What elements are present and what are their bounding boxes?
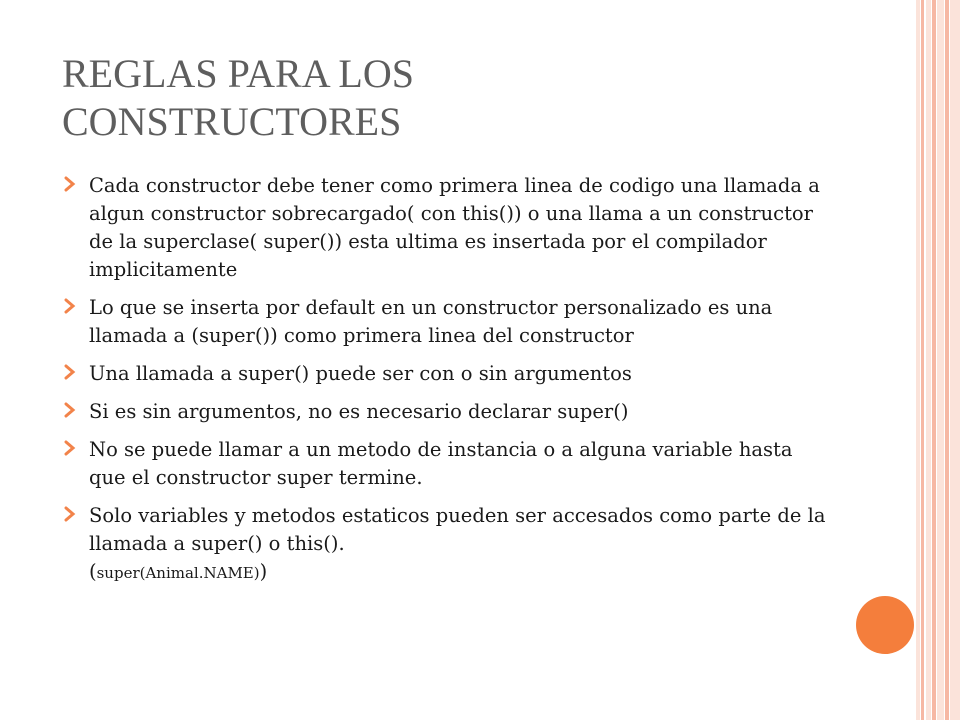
- bullet-item: [62, 360, 832, 388]
- slide-title-line: REGLAS PARA LOS: [62, 51, 414, 96]
- bullet-text: No se puede llamar a un metodo de instancia o a alguna variable hasta que el constructor super termine.: [89, 438, 793, 489]
- bullet-icon: [62, 402, 78, 418]
- bullet-item: [62, 502, 832, 587]
- bullet-item: [62, 172, 832, 284]
- decorative-stripe: [926, 0, 931, 720]
- bullet-text-main: Solo variables y metodos estaticos pueden ser accesados como parte de la llamada a super() o this().: [89, 504, 826, 555]
- bullet-extra-open: (: [89, 560, 97, 583]
- decorative-orange-circle: [856, 596, 914, 654]
- bullet-icon: [62, 298, 78, 314]
- decorative-stripe: [916, 0, 920, 720]
- bullet-item: [62, 398, 832, 426]
- bullet-icon: [62, 440, 78, 456]
- decorative-stripe: [945, 0, 949, 720]
- decorative-stripe: [950, 0, 960, 720]
- bullet-icon: [62, 506, 78, 522]
- code-reference: super(Animal.NAME): [96, 564, 260, 582]
- bullet-extra-close: ): [259, 560, 268, 583]
- decorative-stripe: [937, 0, 944, 720]
- bullet-text: Lo que se inserta por default en un constructor personalizado es una llamada a (super()) como primera linea del constructor: [89, 296, 773, 347]
- bullet-item: [62, 436, 832, 492]
- bullet-item: [62, 294, 832, 350]
- bullet-list: [62, 172, 832, 597]
- bullet-text: Cada constructor debe tener como primera linea de codigo una llamada a algun constructor sobrecargado( con this()) o una llama a un constructor de la superclase( super()) esta ultima es insertada por el compilador implicitamente: [89, 174, 820, 281]
- bullet-icon: [62, 176, 78, 192]
- decorative-stripe: [921, 0, 924, 720]
- decorative-stripe: [932, 0, 936, 720]
- bullet-icon: [62, 364, 78, 380]
- bullet-text: Si es sin argumentos, no es necesario declarar super(): [89, 400, 629, 423]
- bullet-text: [89, 502, 832, 587]
- slide-title-line: CONSTRUCTORES: [62, 99, 402, 144]
- bullet-text: Una llamada a super() puede ser con o sin argumentos: [89, 362, 632, 385]
- slide-title: [62, 50, 414, 146]
